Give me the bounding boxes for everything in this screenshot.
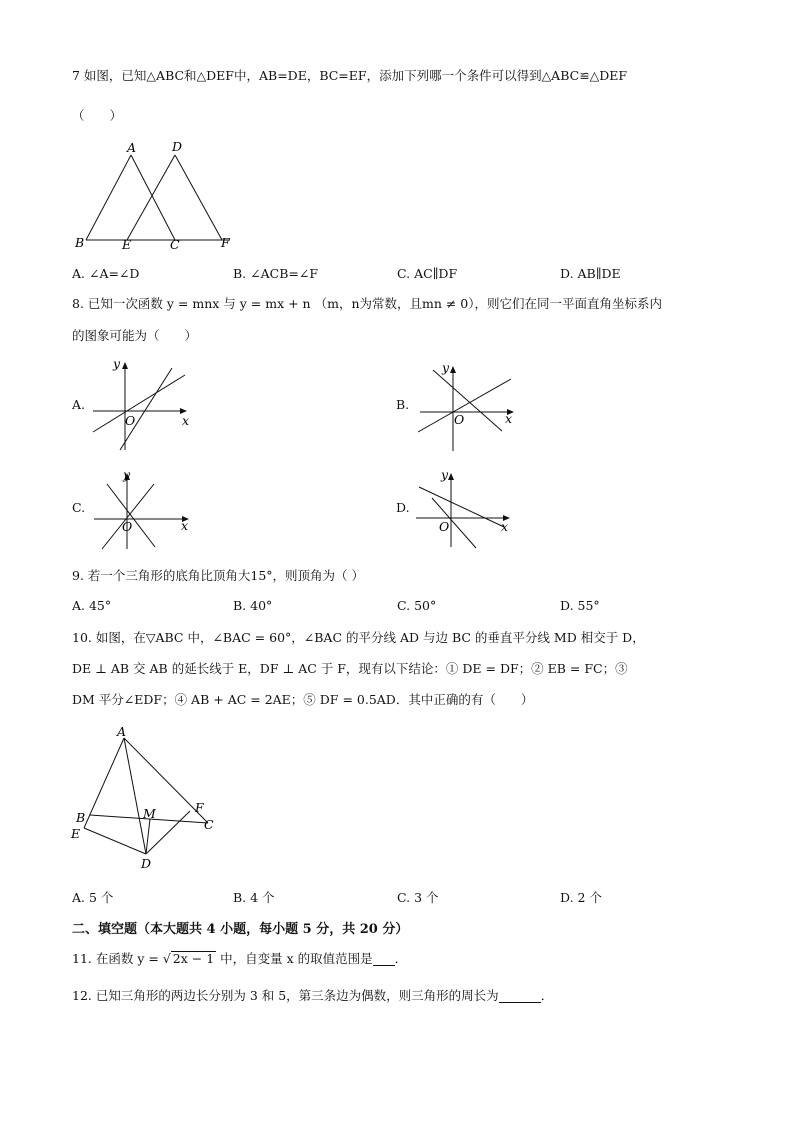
q10-line3: DM 平分∠EDF；④ AB + AC = 2AE；⑤ DF = 0.5AD．其中正确的有（ ） [72, 692, 534, 707]
q8-a-y-label: y [113, 356, 121, 371]
q8-a-x-label: x [182, 413, 190, 428]
q10-line-md [146, 819, 150, 854]
q7-side-ed [127, 155, 175, 240]
q10-option-a: A. 5 个 [72, 890, 114, 905]
q7-label-b: B [75, 235, 85, 250]
q10-line-fd [146, 811, 190, 854]
q7-side-ac [131, 155, 175, 240]
q7-answer-bracket: （ ） [72, 108, 123, 123]
q9-stem: 9. 若一个三角形的底角比顶角大15°，则顶角为（ ） [72, 568, 365, 583]
q7-side-df [175, 155, 222, 240]
q10-line2: DE ⊥ AB 交 AB 的延长线于 E，DF ⊥ AC 于 F，现有以下结论：① DE = DF；② EB = FC；③ [72, 661, 628, 676]
q10-label-a: A [117, 724, 127, 739]
q10-line1: 10. 如图，在▽ABC 中，∠BAC = 60°，∠BAC 的平分线 AD 与边 BC 的垂直平分线 MD 相交于 D， [72, 630, 645, 645]
q7-label-c: C [170, 237, 180, 252]
q11-end: ． [394, 951, 408, 966]
q8-d-y-label: y [441, 467, 449, 482]
q10-line-ac [124, 738, 208, 823]
q7-label-d: D [172, 139, 183, 154]
q7-option-d: D. AB∥DE [560, 266, 621, 281]
q8-stem-line2: 的图象可能为（ ） [72, 328, 198, 343]
q8-a-origin-label: O [125, 413, 136, 428]
q10-line-ed [84, 828, 146, 854]
q7-stem: 7 如图，已知△ABC和△DEF中，AB=DE，BC=EF，添加下列哪一个条件可以得到△ABC≌△DEF [72, 68, 628, 83]
q11-suffix: 中，自变量 x 的取值范围是 [216, 951, 373, 966]
q12-text: 12. 已知三角形的两边长分别为 3 和 5，第三条边为偶数，则三角形的周长为 [72, 988, 499, 1003]
q8-stem-line1: 8. 已知一次函数 y = mnx 与 y = mx + n （m，n为常数，且mn ≠ 0），则它们在同一平面直角坐标系内 [72, 296, 663, 311]
q8-c-y-label: y [123, 467, 131, 482]
q11-answer-blank[interactable] [373, 952, 395, 966]
q10-label-m: M [143, 806, 156, 821]
q12-end: ． [540, 988, 554, 1003]
q7-label-a: A [127, 140, 137, 155]
q8-d-origin-label: O [439, 519, 450, 534]
q8-d-x-label: x [501, 519, 509, 534]
q8-c-x-label: x [181, 518, 189, 533]
q7-option-c: C. AC∥DF [397, 266, 458, 281]
q7-option-b: B. ∠ACB=∠F [233, 266, 319, 281]
q9-option-c: C. 50° [397, 598, 437, 613]
q10-label-c: C [204, 817, 214, 832]
q7-side-ab [86, 155, 131, 240]
q10-label-f: F [195, 800, 204, 815]
q10-option-c: C. 3 个 [397, 890, 439, 905]
q11-sqrt-sign: √ [162, 951, 171, 966]
q12-line [72, 988, 553, 1004]
q8-graph-d [416, 474, 509, 548]
q12-answer-blank[interactable] [499, 989, 541, 1003]
q7-option-a: A. ∠A=∠D [72, 266, 140, 281]
q10-label-e: E [71, 826, 81, 841]
q10-line-ad [124, 738, 146, 854]
q8-graph-b [418, 367, 513, 451]
q8-option-a-letter: A. [72, 397, 86, 412]
q9-option-a: A. 45° [72, 598, 112, 613]
q10-label-b: B [76, 810, 86, 825]
q7-label-f: F [221, 235, 230, 250]
q10-line-ae [84, 738, 124, 828]
q10-option-d: D. 2 个 [560, 890, 602, 905]
q10-option-b: B. 4 个 [233, 890, 275, 905]
q8-b-y-label: y [442, 360, 450, 375]
q8-graph-a [93, 363, 186, 450]
q8-graph-c [94, 474, 188, 549]
q7-label-e: E [122, 237, 132, 252]
q8-c-origin-label: O [122, 519, 133, 534]
section-heading-fill-in: 二、填空题（本大题共 4 小题，每小题 5 分，共 20 分） [72, 922, 409, 937]
q10-line-bc [90, 815, 208, 823]
q8-option-d-letter: D. [396, 500, 410, 515]
q11-line [72, 951, 407, 967]
q8-b-origin-label: O [454, 412, 465, 427]
q8-b-x-label: x [505, 411, 513, 426]
q8-option-b-letter: B. [396, 397, 410, 412]
q9-option-b: B. 40° [233, 598, 273, 613]
q9-option-d: D. 55° [560, 598, 600, 613]
q8-option-c-letter: C. [72, 500, 86, 515]
q10-label-d: D [141, 856, 152, 871]
q11-prefix: 11. 在函数 y = [72, 951, 163, 966]
q11-radicand: 2x − 1 [172, 951, 215, 966]
